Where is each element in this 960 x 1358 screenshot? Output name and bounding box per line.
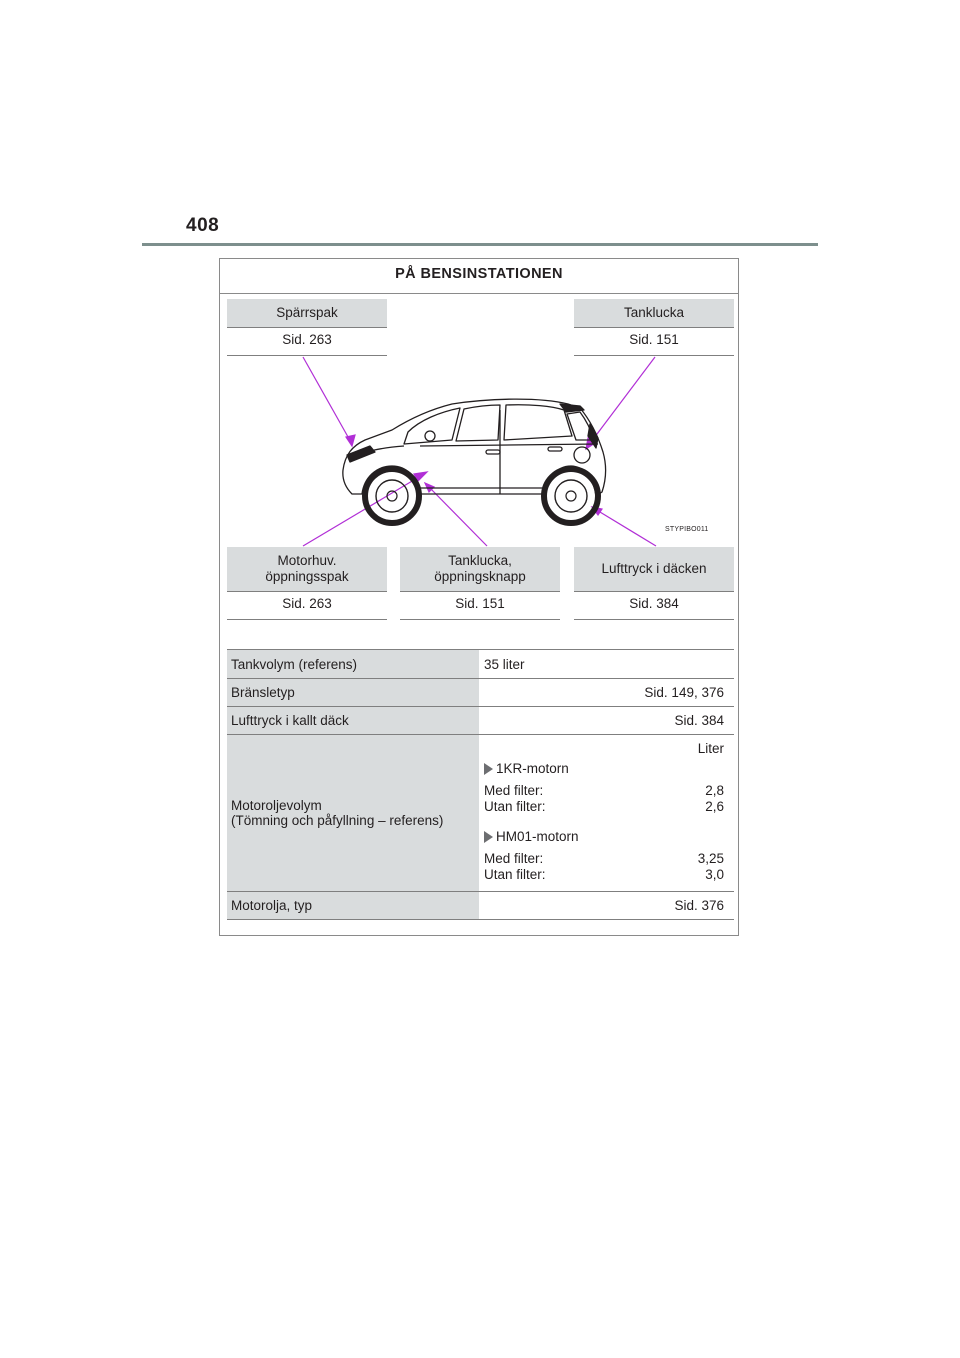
table-row bbox=[227, 650, 734, 679]
table-row bbox=[227, 707, 734, 735]
callout-page-ref: Sid. 151 bbox=[574, 328, 734, 356]
callout-label: Lufttryck i däcken bbox=[574, 547, 734, 592]
callout-page-ref: Sid. 151 bbox=[400, 592, 560, 620]
spec-label: Motorolja, typ bbox=[227, 892, 479, 920]
oil-unit: Liter bbox=[697, 741, 724, 756]
callout-label bbox=[227, 547, 387, 592]
callout-label bbox=[400, 547, 560, 592]
oil-row-label: Med filter: bbox=[484, 851, 544, 866]
spec-table bbox=[227, 649, 734, 920]
callout-label: Tanklucka bbox=[574, 299, 734, 328]
oil-row-label: Utan filter: bbox=[484, 867, 546, 882]
car-belt-line bbox=[420, 444, 598, 446]
engine-heading bbox=[484, 829, 579, 844]
callout-page-ref: Sid. 263 bbox=[227, 592, 387, 620]
callout-label: Spärrspak bbox=[227, 299, 387, 328]
oil-row-value: 2,8 bbox=[705, 783, 724, 798]
section-title: PÅ BENSINSTATIONEN bbox=[220, 259, 738, 294]
figure-code: STYPIBO011 bbox=[665, 526, 709, 533]
callout-label-line: öppningsknapp bbox=[434, 569, 526, 584]
callout-tanklucka-knapp bbox=[400, 547, 560, 620]
oil-row-value: 3,0 bbox=[705, 867, 724, 882]
oil-row bbox=[484, 783, 724, 798]
leader-line-motorhuv bbox=[303, 474, 424, 546]
oil-row bbox=[484, 851, 724, 866]
table-row bbox=[227, 892, 734, 920]
spec-value: Sid. 384 bbox=[479, 707, 734, 735]
leader-line-lufttryck bbox=[595, 509, 656, 546]
table-row bbox=[227, 679, 734, 707]
oil-row bbox=[484, 867, 724, 882]
spec-value: Sid. 376 bbox=[479, 892, 734, 920]
engine-name: HM01-motorn bbox=[496, 829, 579, 844]
triangle-bullet-icon bbox=[484, 763, 493, 775]
car-headlight bbox=[347, 446, 375, 462]
leader-line-tanklucka-knapp bbox=[428, 486, 487, 546]
car-fuel-door bbox=[574, 447, 590, 463]
spec-label-line: (Tömning och påfyllning – referens) bbox=[231, 813, 444, 828]
leader-line-tanklucka bbox=[588, 357, 655, 446]
spec-label: Bränsletyp bbox=[227, 679, 479, 707]
callout-page-ref: Sid. 263 bbox=[227, 328, 387, 356]
car-front-window bbox=[456, 405, 500, 441]
callout-label-line: Motorhuv. bbox=[277, 553, 337, 568]
callout-motorhuv bbox=[227, 547, 387, 620]
leader-arrow-sparrspak bbox=[346, 435, 355, 446]
leader-line-sparrspak bbox=[303, 357, 352, 444]
car-windshield bbox=[404, 408, 460, 444]
spec-value: 35 liter bbox=[479, 650, 734, 679]
spec-label: Lufttryck i kallt däck bbox=[227, 707, 479, 735]
front-wheel bbox=[365, 469, 419, 523]
spec-label bbox=[227, 735, 479, 892]
callout-label-line: Tanklucka, bbox=[448, 553, 512, 568]
spec-label: Tankvolym (referens) bbox=[227, 650, 479, 679]
triangle-bullet-icon bbox=[484, 831, 493, 843]
car-front-door-handle bbox=[486, 450, 500, 454]
car-rear-door-handle bbox=[548, 447, 562, 451]
callout-lufttryck bbox=[574, 547, 734, 620]
car-mirror bbox=[425, 431, 435, 441]
oil-row bbox=[484, 799, 724, 814]
spec-label-line: Motoroljevolym bbox=[231, 798, 322, 813]
oil-row-label: Med filter: bbox=[484, 783, 544, 798]
spec-value bbox=[479, 735, 734, 892]
oil-volume-box bbox=[484, 735, 724, 891]
table-row bbox=[227, 735, 734, 892]
callout-label-line: öppningsspak bbox=[265, 569, 349, 584]
oil-row-value: 3,25 bbox=[697, 851, 724, 866]
engine-heading bbox=[484, 761, 569, 776]
page-number: 408 bbox=[186, 215, 220, 236]
oil-row-value: 2,6 bbox=[705, 799, 724, 814]
oil-row-label: Utan filter: bbox=[484, 799, 546, 814]
engine-name: 1KR-motorn bbox=[496, 761, 569, 776]
rear-wheel bbox=[544, 469, 598, 523]
spec-value: Sid. 149, 376 bbox=[479, 679, 734, 707]
car-rear-window bbox=[504, 405, 572, 440]
callout-page-ref: Sid. 384 bbox=[574, 592, 734, 620]
